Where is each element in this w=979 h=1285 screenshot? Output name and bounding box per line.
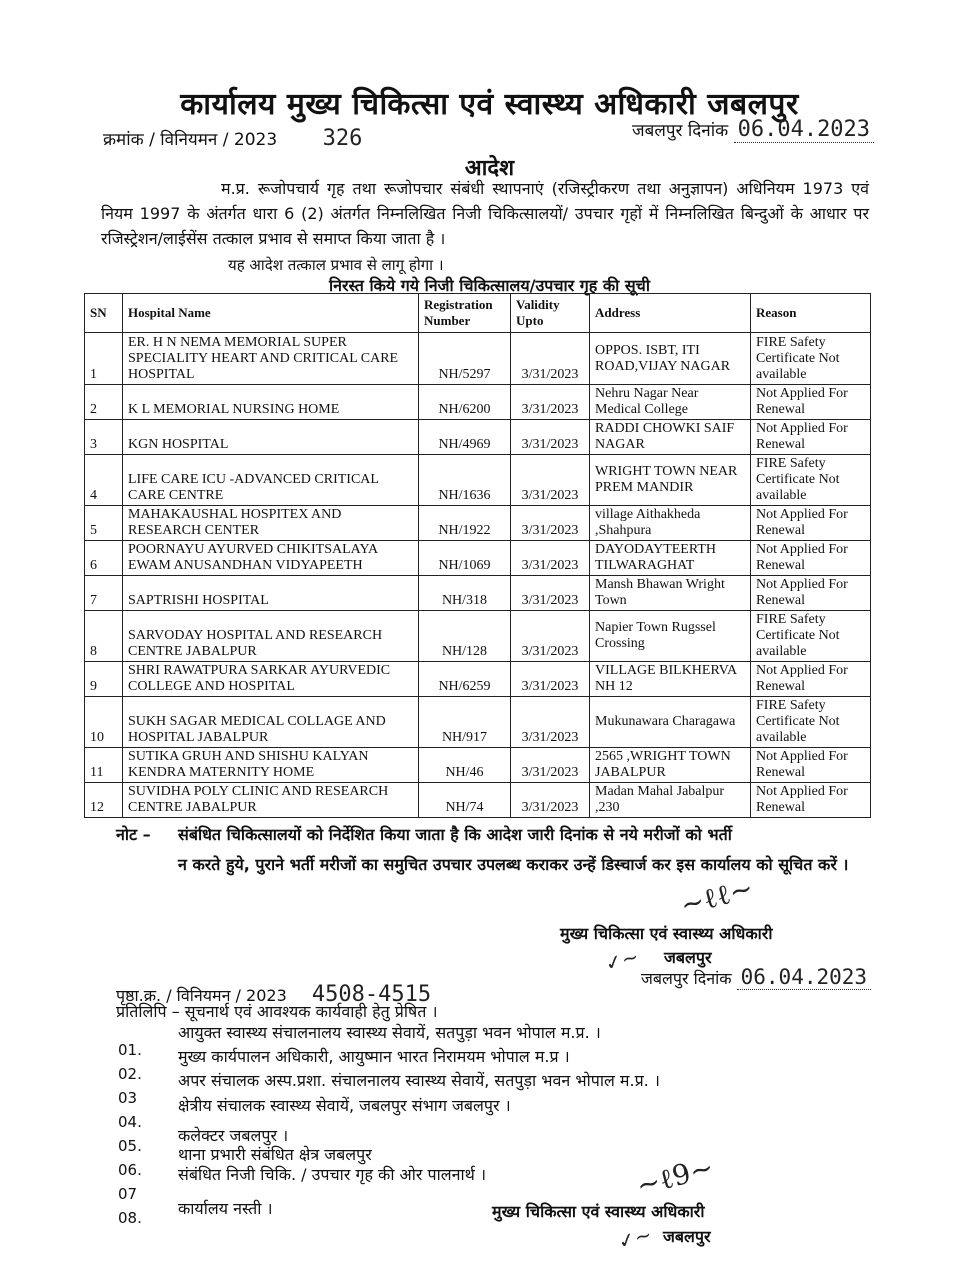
header-registration: Registration Number [419, 294, 511, 333]
table-row [85, 748, 871, 783]
order-heading: आदेश [464, 156, 515, 181]
hospital-name-cell: KGN HOSPITAL [123, 420, 419, 455]
endorsement-ref-number: 4508-4515 [311, 982, 432, 1007]
table-body [85, 333, 871, 818]
address-cell: 2565 ,WRIGHT TOWN JABALPUR [590, 748, 751, 783]
initials-mark-1: ✓~ [602, 944, 642, 976]
validity-cell: 3/31/2023 [511, 748, 590, 783]
address-cell: WRIGHT TOWN NEAR PREM MANDIR [590, 455, 751, 506]
signatory-title-2: मुख्य चिकित्सा एवं स्वास्थ्य अधिकारी [492, 1202, 705, 1221]
header-address: Address [590, 294, 751, 333]
note-block [116, 820, 876, 880]
registration-number-cell: NH/6259 [419, 662, 511, 697]
serial-number-cell: 8 [85, 611, 123, 662]
reason-cell: Not Applied For Renewal [751, 541, 871, 576]
hospital-name-cell: ER. H N NEMA MEMORIAL SUPER SPECIALITY HEART AND CRITICAL CARE HOSPITAL [123, 333, 419, 385]
reason-cell: FIRE Safety Certificate Not available [751, 333, 871, 385]
validity-cell: 3/31/2023 [511, 576, 590, 611]
distribution-item: कलेक्टर जबलपुर । [178, 1126, 289, 1145]
address-cell: OPPOS. ISBT, ITI ROAD,VIJAY NAGAR [590, 333, 751, 385]
address-cell: RADDI CHOWKI SAIF NAGAR [590, 420, 751, 455]
table-row [85, 662, 871, 697]
hospital-table [84, 293, 871, 818]
table-header-row [85, 294, 871, 333]
effective-statement: यह आदेश तत्काल प्रभाव से लागू होगा । [228, 256, 444, 274]
serial-number-cell: 4 [85, 455, 123, 506]
registration-number-cell: NH/318 [419, 576, 511, 611]
hospital-name-cell: SARVODAY HOSPITAL AND RESEARCH CENTRE JABALPUR [123, 611, 419, 662]
address-cell: Madan Mahal Jabalpur ,230 [590, 783, 751, 818]
registration-number-cell: NH/4969 [419, 420, 511, 455]
registration-number-cell: NH/128 [419, 611, 511, 662]
reason-cell: Not Applied For Renewal [751, 385, 871, 420]
address-cell: DAYODAYTEERTH TILWARAGHAT [590, 541, 751, 576]
signature-mark-2: ~ℓ9~ [632, 1150, 717, 1203]
date-value: 06.04.2023 [734, 117, 874, 143]
validity-cell: 3/31/2023 [511, 611, 590, 662]
registration-number-cell: NH/6200 [419, 385, 511, 420]
note-label: नोट – [116, 825, 151, 844]
distribution-item: अपर संचालक अस्प.प्रशा. संचालनालय स्वास्थ्य सेवायें, सतपुड़ा भवन भोपाल म.प्र. । [178, 1071, 660, 1090]
reason-cell: Not Applied For Renewal [751, 783, 871, 818]
address-cell: Nehru Nagar Near Medical College [590, 385, 751, 420]
office-title: कार्यालय मुख्य चिकित्सा एवं स्वास्थ्य अधिकारी जबलपुर [180, 87, 799, 122]
date-label: जबलपुर दिनांक [632, 121, 729, 141]
endorsement-date-value: 06.04.2023 [737, 965, 871, 990]
address-cell: Napier Town Rugssel Crossing [590, 611, 751, 662]
serial-number-cell: 1 [85, 333, 123, 385]
registration-number-cell: NH/1069 [419, 541, 511, 576]
distribution-item: आयुक्त स्वास्थ्य संचालनालय स्वास्थ्य सेवायें, सतपुड़ा भवन भोपाल म.प्र. । [178, 1023, 601, 1042]
header-reason: Reason [751, 294, 871, 333]
copy-to-label: प्रतिलिपि – सूचनार्थ एवं आवश्यक कार्यवाही हेतु प्रेषित । [116, 1002, 438, 1021]
validity-cell: 3/31/2023 [511, 385, 590, 420]
table-row [85, 576, 871, 611]
signatory-title-1: मुख्य चिकित्सा एवं स्वास्थ्य अधिकारी [560, 924, 773, 943]
table-row [85, 697, 871, 748]
distribution-number: 04. [118, 1113, 142, 1131]
serial-number-cell: 3 [85, 420, 123, 455]
validity-cell: 3/31/2023 [511, 506, 590, 541]
note-text-rest: न करते हुये, पुराने भर्ती मरीजों का समुचित उपचार उपलब्ध कराकर उन्हें डिस्चार्ज कर इस कार्यालय को सूचित करें । [178, 855, 849, 874]
serial-number-cell: 10 [85, 697, 123, 748]
table-row [85, 506, 871, 541]
hospital-name-cell: SUVIDHA POLY CLINIC AND RESEARCH CENTRE JABALPUR [123, 783, 419, 818]
registration-number-cell: NH/1922 [419, 506, 511, 541]
reason-cell: FIRE Safety Certificate Not available [751, 455, 871, 506]
reason-cell: FIRE Safety Certificate Not available [751, 611, 871, 662]
signatory-place-2: जबलपुर [663, 1227, 711, 1246]
endorsement-date [641, 965, 871, 989]
hospital-name-cell: K L MEMORIAL NURSING HOME [123, 385, 419, 420]
signature-mark-1: ~ℓℓ~ [676, 871, 757, 922]
serial-number-cell: 5 [85, 506, 123, 541]
table-row [85, 455, 871, 506]
hospital-name-cell: LIFE CARE ICU -ADVANCED CRITICAL CARE CENTRE [123, 455, 419, 506]
table-row [85, 333, 871, 385]
registration-number-cell: NH/5297 [419, 333, 511, 385]
address-cell: Mukunawara Charagawa [590, 697, 751, 748]
distribution-item: कार्यालय नस्ती । [178, 1199, 273, 1218]
serial-number-cell: 12 [85, 783, 123, 818]
validity-cell: 3/31/2023 [511, 697, 590, 748]
distribution-item: क्षेत्रीय संचालक स्वास्थ्य सेवायें, जबलपुर संभाग जबलपुर । [178, 1096, 511, 1115]
address-cell: VILLAGE BILKHERVA NH 12 [590, 662, 751, 697]
distribution-item: संबंधित निजी चिकि. / उपचार गृह की ओर पालनार्थ । [178, 1165, 487, 1184]
serial-number-cell: 2 [85, 385, 123, 420]
address-cell: village Aithakheda ,Shahpura [590, 506, 751, 541]
validity-cell: 3/31/2023 [511, 420, 590, 455]
registration-number-cell: NH/1636 [419, 455, 511, 506]
reason-cell: Not Applied For Renewal [751, 748, 871, 783]
reason-cell: FIRE Safety Certificate Not available [751, 697, 871, 748]
reason-cell: Not Applied For Renewal [751, 420, 871, 455]
serial-number-cell: 11 [85, 748, 123, 783]
reference-number: 326 [322, 126, 363, 151]
endorsement-ref-label: पृष्ठा.क्र. / विनियमन / 2023 [116, 986, 287, 1005]
distribution-number: 02. [118, 1065, 142, 1083]
distribution-number: 07 [118, 1185, 138, 1203]
validity-cell: 3/31/2023 [511, 541, 590, 576]
hospital-name-cell: SHRI RAWATPURA SARKAR AYURVEDIC COLLEGE AND HOSPITAL [123, 662, 419, 697]
table-row [85, 385, 871, 420]
order-body [101, 176, 869, 251]
registration-number-cell: NH/74 [419, 783, 511, 818]
list-title: निरस्त किये गये निजी चिकित्सालय/उपचार गृह की सूची [329, 276, 650, 295]
header-hospital-name: Hospital Name [123, 294, 419, 333]
hospital-name-cell: SUKH SAGAR MEDICAL COLLAGE AND HOSPITAL JABALPUR [123, 697, 419, 748]
reason-cell: Not Applied For Renewal [751, 662, 871, 697]
order-reference [103, 126, 362, 151]
serial-number-cell: 9 [85, 662, 123, 697]
hospital-name-cell: SAPTRISHI HOSPITAL [123, 576, 419, 611]
serial-number-cell: 6 [85, 541, 123, 576]
order-body-text: म.प्र. रूजोपचार्य गृह तथा रूजोपचार संबंधी स्थापनाएं (रजिस्ट्रीकरण तथा अनुज्ञापन) अधिनियम 1973 एवं नियम 1997 के अंतर्गत धारा 6 (2) अंतर्गत निम्नलिखित निजी चिकित्सालयों/ उपचार गृहों में निम्नलिखित बिन्दुओं के आधार पर रजिस्ट्रेशन/लाईसेंस तत्काल प्रभाव से समाप्त किया जाता है । [101, 179, 869, 248]
validity-cell: 3/31/2023 [511, 783, 590, 818]
endorsement-date-label: जबलपुर दिनांक [641, 969, 732, 988]
registration-number-cell: NH/917 [419, 697, 511, 748]
table-row [85, 420, 871, 455]
note-text-line1: संबंधित चिकित्सालयों को निर्देशित किया जाता है कि आदेश जारी दिनांक से नये मरीजों को भर्ती [178, 825, 732, 844]
hospital-name-cell: MAHAKAUSHAL HOSPITEX AND RESEARCH CENTER [123, 506, 419, 541]
header-validity: Validity Upto [511, 294, 590, 333]
distribution-number: 05. [118, 1137, 142, 1155]
distribution-number: 06. [118, 1161, 142, 1179]
header-sn: SN [85, 294, 123, 333]
reason-cell: Not Applied For Renewal [751, 506, 871, 541]
serial-number-cell: 7 [85, 576, 123, 611]
distribution-number: 01. [118, 1041, 142, 1059]
order-date [632, 117, 874, 142]
distribution-number: 03 [118, 1089, 138, 1107]
table-row [85, 541, 871, 576]
validity-cell: 3/31/2023 [511, 455, 590, 506]
reference-label: क्रमांक / विनियमन / 2023 [103, 130, 278, 150]
validity-cell: 3/31/2023 [511, 333, 590, 385]
initials-mark-2: ✓~ [615, 1222, 655, 1254]
hospital-name-cell: POORNAYU AYURVED CHIKITSALAYA EWAM ANUSANDHAN VIDYAPEETH [123, 541, 419, 576]
table-row [85, 783, 871, 818]
table-row [85, 611, 871, 662]
address-cell: Mansh Bhawan Wright Town [590, 576, 751, 611]
reason-cell: Not Applied For Renewal [751, 576, 871, 611]
registration-number-cell: NH/46 [419, 748, 511, 783]
signatory-place-1: जबलपुर [664, 948, 712, 967]
hospital-name-cell: SUTIKA GRUH AND SHISHU KALYAN KENDRA MATERNITY HOME [123, 748, 419, 783]
distribution-item: थाना प्रभारी संबंधित क्षेत्र जबलपुर [178, 1145, 372, 1164]
distribution-number: 08. [118, 1209, 142, 1227]
distribution-item: मुख्य कार्यपालन अधिकारी, आयुष्मान भारत निरामयम भोपाल म.प्र । [178, 1047, 570, 1066]
validity-cell: 3/31/2023 [511, 662, 590, 697]
